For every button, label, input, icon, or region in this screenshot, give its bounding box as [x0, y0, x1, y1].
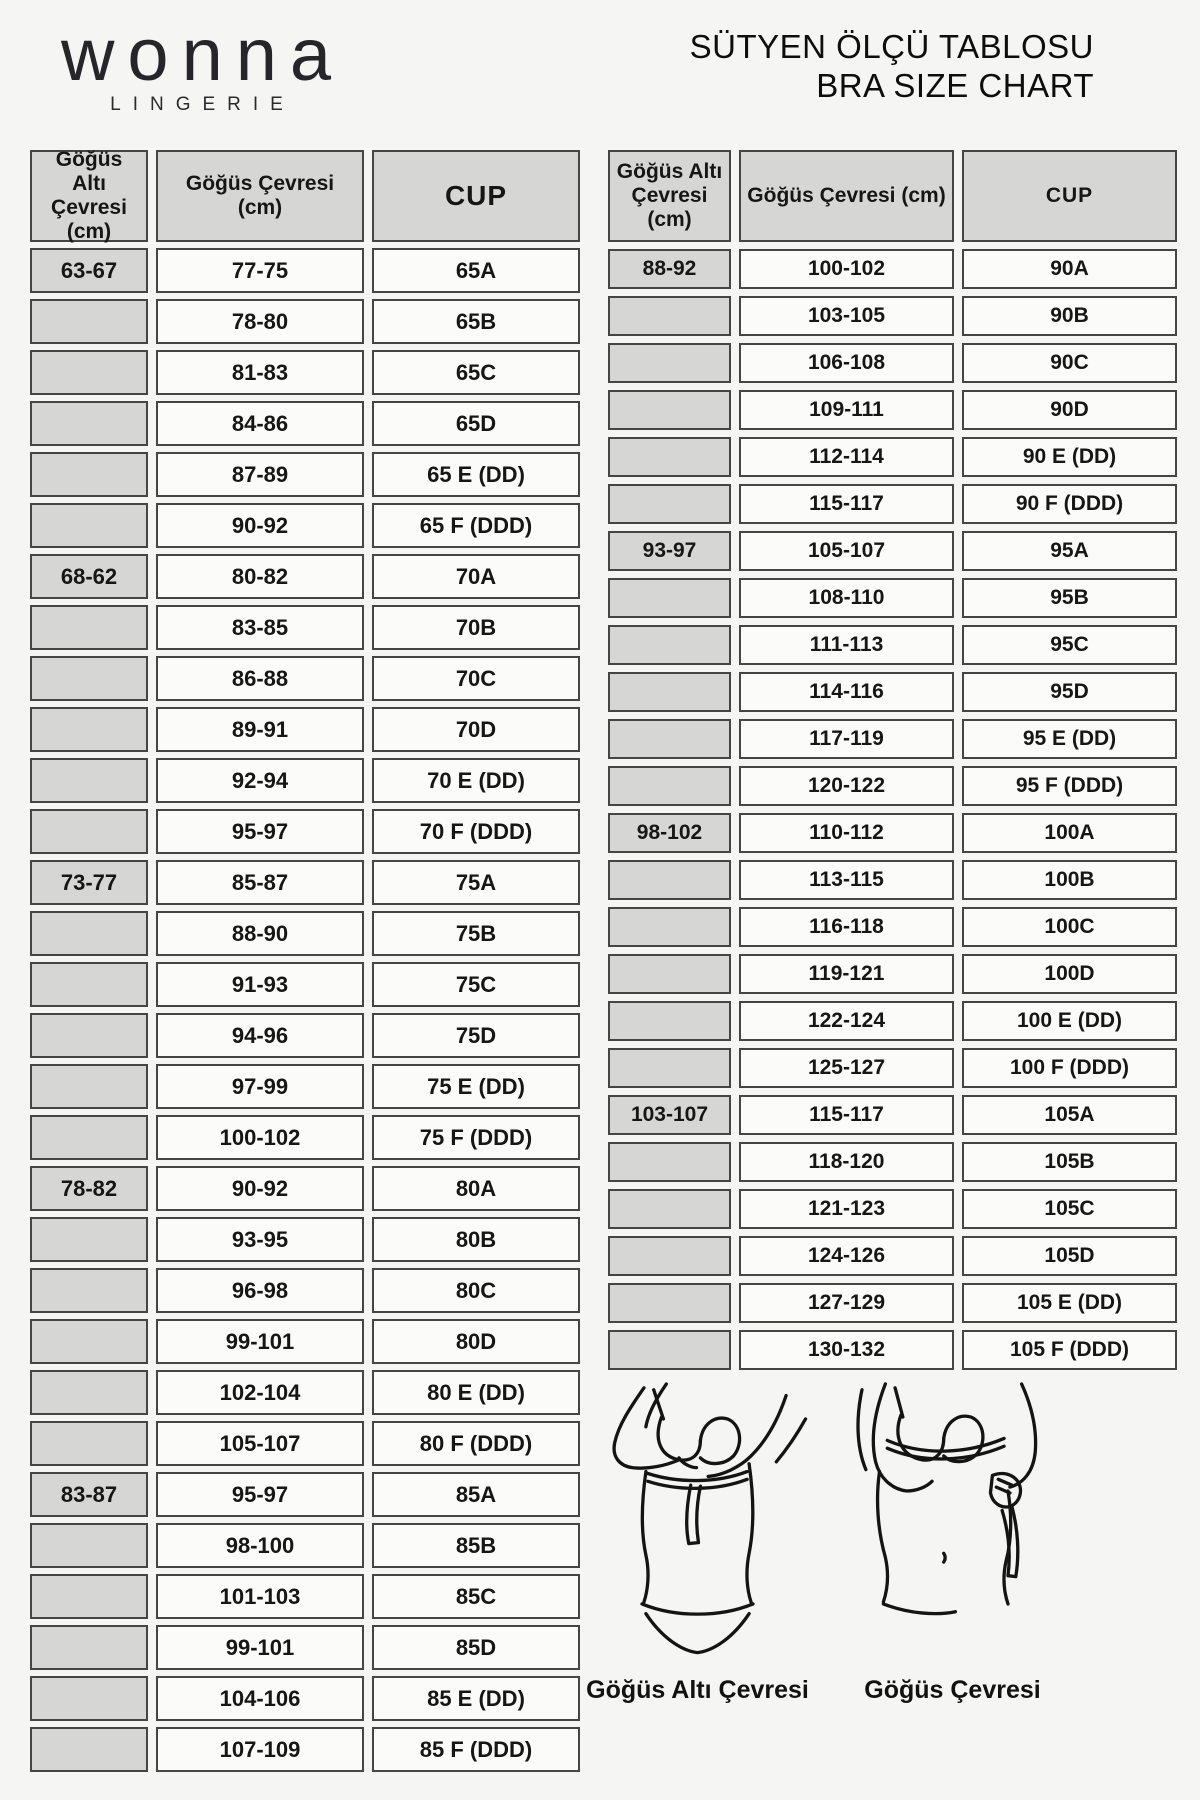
bust-cell: 116-118: [739, 907, 954, 947]
bust-cell: 124-126: [739, 1236, 954, 1276]
underbust-cell: 63-67: [30, 248, 148, 293]
bust-cell: 83-85: [156, 605, 364, 650]
bust-cell: 77-75: [156, 248, 364, 293]
underbust-cell: [608, 1283, 731, 1323]
cup-cell: 75C: [372, 962, 580, 1007]
bust-cell: 125-127: [739, 1048, 954, 1088]
bust-cell: 121-123: [739, 1189, 954, 1229]
cup-cell: 70A: [372, 554, 580, 599]
underbust-cell: 98-102: [608, 813, 731, 853]
bust-cell: 130-132: [739, 1330, 954, 1370]
bust-cell: 115-117: [739, 484, 954, 524]
cup-cell: 105 F (DDD): [962, 1330, 1177, 1370]
bust-cell: 108-110: [739, 578, 954, 618]
underbust-cell: [608, 1236, 731, 1276]
cup-cell: 65A: [372, 248, 580, 293]
underbust-cell: 83-87: [30, 1472, 148, 1517]
measuring-figures: [570, 1382, 1080, 1705]
column-header-underbust: Göğüs Altı Çevresi (cm): [30, 150, 148, 242]
page-title-line2: BRA SIZE CHART: [816, 66, 1094, 104]
cup-cell: 100D: [962, 954, 1177, 994]
bust-cell: 90-92: [156, 503, 364, 548]
cup-cell: 85 E (DD): [372, 1676, 580, 1721]
cup-cell: 75B: [372, 911, 580, 956]
underbust-measure-illustration: [585, 1382, 810, 1674]
cup-cell: 65C: [372, 350, 580, 395]
cup-cell: 70D: [372, 707, 580, 752]
underbust-cell: 78-82: [30, 1166, 148, 1211]
figure-caption-bust: Göğüs Çevresi: [864, 1676, 1041, 1704]
column-header-cup: CUP: [372, 150, 580, 242]
underbust-cell: [30, 656, 148, 701]
bust-cell: 118-120: [739, 1142, 954, 1182]
bust-cell: 105-107: [739, 531, 954, 571]
underbust-cell: 68-62: [30, 554, 148, 599]
bust-cell: 95-97: [156, 1472, 364, 1517]
cup-cell: 90 E (DD): [962, 437, 1177, 477]
cup-cell: 65B: [372, 299, 580, 344]
underbust-cell: 93-97: [608, 531, 731, 571]
page-title-line1: SÜTYEN ÖLÇÜ TABLOSU: [689, 28, 1094, 65]
cup-cell: 105D: [962, 1236, 1177, 1276]
underbust-cell: [30, 1370, 148, 1415]
underbust-cell: [608, 437, 731, 477]
cup-cell: 85B: [372, 1523, 580, 1568]
cup-cell: 85D: [372, 1625, 580, 1670]
bust-cell: 86-88: [156, 656, 364, 701]
bust-cell: 99-101: [156, 1625, 364, 1670]
cup-cell: 70B: [372, 605, 580, 650]
underbust-cell: [608, 1142, 731, 1182]
underbust-cell: [30, 962, 148, 1007]
cup-cell: 100 E (DD): [962, 1001, 1177, 1041]
underbust-cell: [30, 1523, 148, 1568]
page-title: [690, 28, 1094, 106]
cup-cell: 95A: [962, 531, 1177, 571]
bust-measure-illustration: [840, 1382, 1065, 1674]
bust-cell: 103-105: [739, 296, 954, 336]
cup-cell: 75 F (DDD): [372, 1115, 580, 1160]
cup-cell: 90A: [962, 249, 1177, 289]
figure-bust: [825, 1382, 1080, 1705]
underbust-cell: [30, 452, 148, 497]
cup-cell: 80D: [372, 1319, 580, 1364]
underbust-cell: [30, 1064, 148, 1109]
bust-cell: 106-108: [739, 343, 954, 383]
cup-cell: 95 F (DDD): [962, 766, 1177, 806]
brand-tagline: LINGERIE: [110, 93, 295, 115]
bust-cell: 98-100: [156, 1523, 364, 1568]
bust-cell: 100-102: [156, 1115, 364, 1160]
cup-cell: 85 F (DDD): [372, 1727, 580, 1772]
cup-cell: 80 F (DDD): [372, 1421, 580, 1466]
bra-size-table-right: [608, 150, 1177, 1370]
underbust-cell: [30, 1574, 148, 1619]
cup-cell: 90C: [962, 343, 1177, 383]
bust-cell: 85-87: [156, 860, 364, 905]
bust-cell: 110-112: [739, 813, 954, 853]
bust-cell: 87-89: [156, 452, 364, 497]
bust-cell: 105-107: [156, 1421, 364, 1466]
cup-cell: 80 E (DD): [372, 1370, 580, 1415]
underbust-cell: [30, 1421, 148, 1466]
cup-cell: 90B: [962, 296, 1177, 336]
underbust-cell: [30, 1013, 148, 1058]
underbust-cell: [608, 484, 731, 524]
underbust-cell: [30, 299, 148, 344]
underbust-cell: [608, 1330, 731, 1370]
underbust-cell: [608, 1189, 731, 1229]
cup-cell: 70 F (DDD): [372, 809, 580, 854]
cup-cell: 100B: [962, 860, 1177, 900]
bust-cell: 90-92: [156, 1166, 364, 1211]
bust-cell: 78-80: [156, 299, 364, 344]
underbust-cell: [608, 390, 731, 430]
bust-cell: 114-116: [739, 672, 954, 712]
figure-underbust: [570, 1382, 825, 1705]
cup-cell: 80A: [372, 1166, 580, 1211]
bust-cell: 115-117: [739, 1095, 954, 1135]
bust-cell: 102-104: [156, 1370, 364, 1415]
bust-cell: 113-115: [739, 860, 954, 900]
bust-cell: 81-83: [156, 350, 364, 395]
underbust-cell: [30, 758, 148, 803]
cup-cell: 95C: [962, 625, 1177, 665]
column-header-cup: CUP: [962, 150, 1177, 242]
underbust-cell: [608, 578, 731, 618]
cup-cell: 75D: [372, 1013, 580, 1058]
cup-cell: 90 F (DDD): [962, 484, 1177, 524]
underbust-cell: [608, 860, 731, 900]
bust-cell: 104-106: [156, 1676, 364, 1721]
cup-cell: 95D: [962, 672, 1177, 712]
bust-cell: 89-91: [156, 707, 364, 752]
cup-cell: 65 F (DDD): [372, 503, 580, 548]
bust-cell: 97-99: [156, 1064, 364, 1109]
underbust-cell: 88-92: [608, 249, 731, 289]
underbust-cell: [30, 350, 148, 395]
bust-cell: 80-82: [156, 554, 364, 599]
underbust-cell: [608, 672, 731, 712]
underbust-cell: [608, 1048, 731, 1088]
underbust-cell: [608, 719, 731, 759]
bust-cell: 119-121: [739, 954, 954, 994]
underbust-cell: [608, 343, 731, 383]
bust-cell: 88-90: [156, 911, 364, 956]
underbust-cell: [30, 707, 148, 752]
cup-cell: 90D: [962, 390, 1177, 430]
figure-caption-underbust: Göğüs Altı Çevresi: [586, 1676, 809, 1704]
cup-cell: 70 E (DD): [372, 758, 580, 803]
underbust-cell: [608, 954, 731, 994]
underbust-cell: [30, 1217, 148, 1262]
underbust-cell: 103-107: [608, 1095, 731, 1135]
cup-cell: 75 E (DD): [372, 1064, 580, 1109]
cup-cell: 105 E (DD): [962, 1283, 1177, 1323]
cup-cell: 95B: [962, 578, 1177, 618]
bust-cell: 101-103: [156, 1574, 364, 1619]
cup-cell: 105C: [962, 1189, 1177, 1229]
column-header-underbust: Göğüs Altı Çevresi (cm): [608, 150, 731, 242]
cup-cell: 100C: [962, 907, 1177, 947]
brand-logo: [30, 13, 375, 116]
underbust-cell: [608, 1001, 731, 1041]
bust-cell: 111-113: [739, 625, 954, 665]
column-header-bust: Göğüs Çevresi (cm): [739, 150, 954, 242]
cup-cell: 100 F (DDD): [962, 1048, 1177, 1088]
underbust-cell: 73-77: [30, 860, 148, 905]
underbust-cell: [30, 1268, 148, 1313]
underbust-cell: [608, 766, 731, 806]
underbust-cell: [608, 296, 731, 336]
cup-cell: 75A: [372, 860, 580, 905]
cup-cell: 100A: [962, 813, 1177, 853]
underbust-cell: [30, 1676, 148, 1721]
bust-cell: 96-98: [156, 1268, 364, 1313]
cup-cell: 85A: [372, 1472, 580, 1517]
underbust-cell: [30, 1115, 148, 1160]
cup-cell: 85C: [372, 1574, 580, 1619]
cup-cell: 65 E (DD): [372, 452, 580, 497]
cup-cell: 80B: [372, 1217, 580, 1262]
underbust-cell: [30, 911, 148, 956]
bust-cell: 91-93: [156, 962, 364, 1007]
cup-cell: 105A: [962, 1095, 1177, 1135]
underbust-cell: [30, 1319, 148, 1364]
underbust-cell: [608, 907, 731, 947]
underbust-cell: [30, 503, 148, 548]
underbust-cell: [30, 1625, 148, 1670]
bra-size-table-left: [30, 147, 580, 1772]
underbust-cell: [30, 401, 148, 446]
cup-cell: 105B: [962, 1142, 1177, 1182]
bust-cell: 99-101: [156, 1319, 364, 1364]
underbust-cell: [608, 625, 731, 665]
cup-cell: 95 E (DD): [962, 719, 1177, 759]
bust-cell: 120-122: [739, 766, 954, 806]
underbust-cell: [30, 605, 148, 650]
bust-cell: 122-124: [739, 1001, 954, 1041]
brand-name: wonna: [60, 13, 345, 96]
bust-cell: 100-102: [739, 249, 954, 289]
bust-cell: 94-96: [156, 1013, 364, 1058]
bust-cell: 127-129: [739, 1283, 954, 1323]
cup-cell: 65D: [372, 401, 580, 446]
bust-cell: 107-109: [156, 1727, 364, 1772]
bust-cell: 84-86: [156, 401, 364, 446]
bust-cell: 92-94: [156, 758, 364, 803]
cup-cell: 70C: [372, 656, 580, 701]
column-header-bust: Göğüs Çevresi (cm): [156, 150, 364, 242]
bust-cell: 95-97: [156, 809, 364, 854]
bust-cell: 117-119: [739, 719, 954, 759]
bust-cell: 112-114: [739, 437, 954, 477]
underbust-cell: [30, 809, 148, 854]
cup-cell: 80C: [372, 1268, 580, 1313]
bust-cell: 93-95: [156, 1217, 364, 1262]
underbust-cell: [30, 1727, 148, 1772]
bust-cell: 109-111: [739, 390, 954, 430]
